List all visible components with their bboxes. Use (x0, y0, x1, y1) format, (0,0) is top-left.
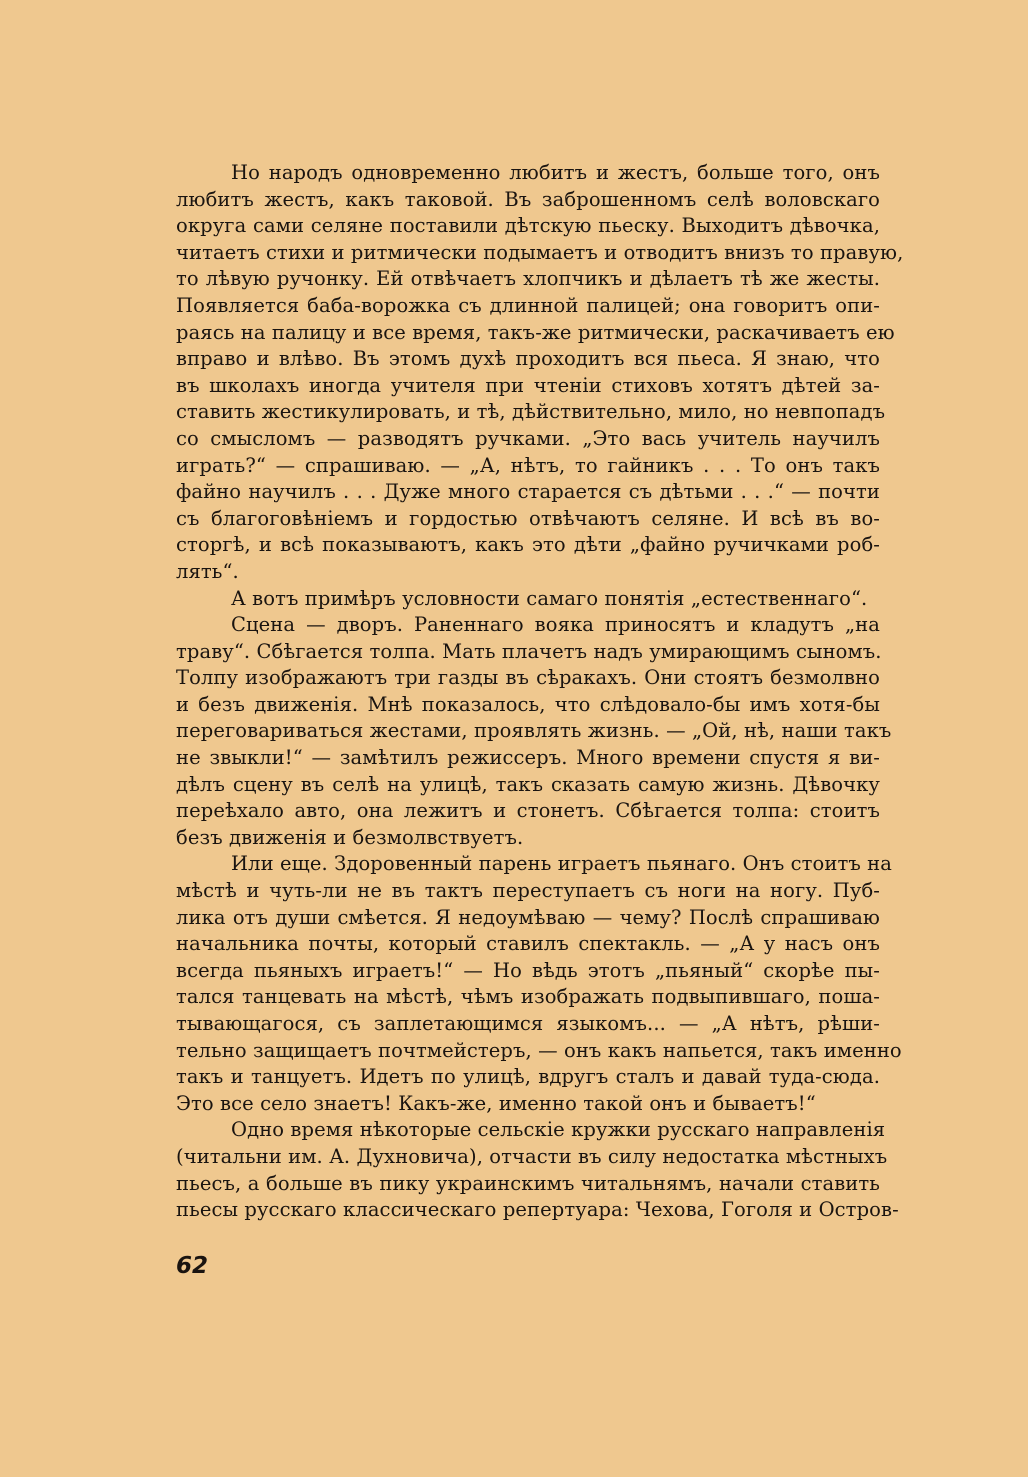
text-line: раясь на палицу и все время, такъ-же ритмически, раскачиваетъ ею (176, 320, 895, 344)
text-line: ставить жестикулировать, и тѣ, дѣйствительно, мило, но невпопадъ (176, 400, 886, 424)
page-number: 62 (176, 1253, 209, 1279)
text-line: мѣстѣ и чуть-ли не въ тактъ переступаетъ съ ноги на ногу. Пуб- (176, 879, 880, 903)
text-line: играть?“ — спрашиваю. — „А, нѣтъ, то гайникъ . . . То онъ такъ (176, 453, 880, 477)
text-line: всегда пьяныхъ играетъ!“ — Но вѣдь этотъ „пьяный“ скорѣе пы- (176, 958, 880, 982)
text-line: тывающагося, съ заплетающимся языкомъ... — „А нѣтъ, рѣши- (176, 1012, 880, 1035)
text-line: А вотъ примѣръ условности самаго понятiя „естественнаго“. (231, 586, 868, 610)
text-line: вправо и влѣво. Въ этомъ духѣ проходитъ вся пьеса. Я знаю, что (176, 347, 880, 371)
text-line: пьесъ, а больше въ пику украинскимъ читальнямъ, начали ставить (176, 1171, 880, 1195)
text-line: такъ и танцуетъ. Идетъ по улицѣ, вдругъ сталъ и давай туда-сюда. (176, 1065, 880, 1089)
text-line: тался танцевать на мѣстѣ, чѣмъ изображать подвыпившаго, поша- (176, 985, 880, 1009)
text-line: переговариваться жестами, проявлять жизнь. — „Ой, нѣ, наши такъ (176, 719, 892, 743)
text-line: Толпу изображаютъ три газды въ сѣракахъ. Они стоятъ безмолвно (176, 666, 880, 690)
text-line: (читальни им. А. Духновича), отчасти въ силу недостатка мѣстныхъ (176, 1144, 888, 1168)
text-line: Но народъ одновременно любитъ и жестъ, больше того, онъ (231, 161, 880, 184)
text-line: лика отъ души смѣется. Я недоумѣваю — чему? Послѣ спрашиваю (176, 905, 880, 929)
text-line: Сцена — дворъ. Раненнаго вояка приносятъ и кладутъ „на (231, 613, 880, 637)
page-body-text (176, 160, 904, 1224)
text-line: дѣлъ сцену въ селѣ на улицѣ, такъ сказать самую жизнь. Дѣвочку (176, 772, 880, 796)
text-line: пьесы русскаго классическаго репертуара: Чехова, Гоголя и Остров- (176, 1198, 899, 1222)
text-line: со смысломъ — разводятъ ручками. „Это вась учитель научилъ (176, 426, 880, 450)
text-line: сторгѣ, и всѣ показываютъ, какъ это дѣти „файно ручичками роб- (176, 533, 880, 557)
text-line: то лѣвую ручонку. Ей отвѣчаетъ хлопчикъ и дѣлаетъ тѣ же жесты. (176, 267, 880, 291)
text-line: любитъ жестъ, какъ таковой. Въ заброшенномъ селѣ воловскаго (176, 187, 880, 211)
text-line: Появляется баба-ворожка съ длинной палицей; она говоритъ опи- (176, 293, 880, 317)
text-line: переѣхало авто, она лежитъ и стонетъ. Сбѣгается толпа: стоитъ (176, 799, 880, 823)
text-line: округа сами селяне поставили дѣтскую пьеску. Выходитъ дѣвочка, (176, 214, 880, 238)
text-line: траву“. Сбѣгается толпа. Мать плачетъ надъ умирающимъ сыномъ. (176, 639, 882, 663)
text-line: безъ движенiя и безмолвствуетъ. (176, 825, 524, 849)
text-line: Это все село знаетъ! Какъ-же, именно такой онъ и бываетъ!“ (176, 1091, 816, 1115)
text-line: файно научилъ . . . Дуже много старается съ дѣтьми . . .“ — почти (176, 480, 880, 504)
text-line: въ школахъ иногда учителя при чтенiи стиховъ хотятъ дѣтей за- (176, 373, 880, 397)
text-line: начальника почты, который ставилъ спектакль. — „А у насъ онъ (176, 932, 880, 956)
text-line: съ благоговѣнiемъ и гордостью отвѣчаютъ селяне. И всѣ въ во- (176, 506, 880, 530)
text-line: и безъ движенiя. Мнѣ показалось, что слѣдовало-бы имъ хотя-бы (176, 692, 880, 716)
text-line: тельно защищаетъ почтмейстеръ, — онъ какъ напьется, такъ именно (176, 1038, 902, 1062)
text-line: Одно время нѣкоторые сельскiе кружки русскаго направленiя (231, 1118, 886, 1142)
text-line: лять“. (176, 559, 239, 583)
text-line: Или еще. Здоровенный парень играетъ пьянаго. Онъ стоитъ на (231, 852, 892, 876)
text-line: не звыкли!“ — замѣтилъ режиссеръ. Много времени спустя я ви- (176, 746, 880, 770)
text-line: читаетъ стихи и ритмически подымаетъ и отводитъ внизъ то правую, (176, 240, 904, 264)
